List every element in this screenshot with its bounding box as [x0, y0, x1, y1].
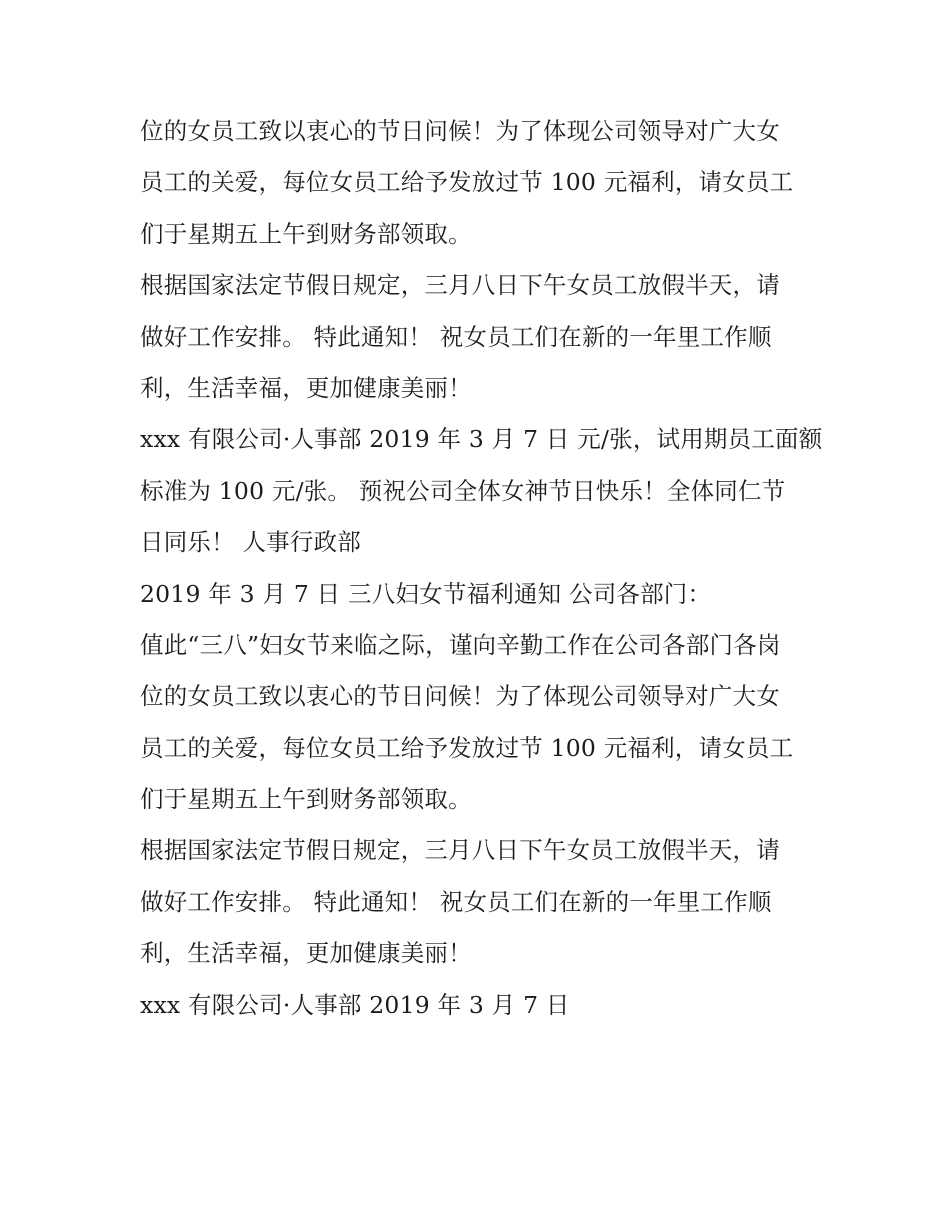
text-line: 位的女员工致以衷心的节日问候！为了体现公司领导对广大女: [140, 682, 780, 711]
text-line: 们于星期五上午到财务部领取。: [140, 219, 472, 248]
text-line: 员工的关爱，每位女员工给予发放过节 100 元福利，请女员工: [140, 733, 794, 762]
text-line: xxx 有限公司·人事部 2019 年 3 月 7 日 元/张，试用期员工面额: [140, 425, 823, 454]
text-line: 日同乐！ 人事行政部: [140, 528, 361, 557]
text-line: 员工的关爱，每位女员工给予发放过节 100 元福利，请女员工: [140, 168, 794, 197]
text-line: 标准为 100 元/张。 预祝公司全体女神节日快乐！全体同仁节: [140, 476, 786, 505]
text-line: 们于星期五上午到财务部领取。: [140, 785, 472, 814]
text-line: 位的女员工致以衷心的节日问候！为了体现公司领导对广大女: [140, 117, 780, 145]
text-line: 值此“三八”妇女节来临之际，谨向辛勤工作在公司各部门各岗: [140, 630, 781, 659]
text-line: 利，生活幸福，更加健康美丽！: [140, 373, 472, 402]
text-line: 根据国家法定节假日规定，三月八日下午女员工放假半天，请: [140, 271, 780, 300]
text-line: 2019 年 3 月 7 日 三八妇女节福利通知 公司各部门：: [140, 579, 712, 608]
document-body: [140, 106, 823, 1031]
text-line: 做好工作安排。 特此通知！ 祝女员工们在新的一年里工作顺: [140, 322, 772, 351]
text-line: 做好工作安排。 特此通知！ 祝女员工们在新的一年里工作顺: [140, 887, 772, 916]
text-line: xxx 有限公司·人事部 2019 年 3 月 7 日: [140, 990, 570, 1019]
text-line: 根据国家法定节假日规定，三月八日下午女员工放假半天，请: [140, 836, 780, 865]
text-line: 利，生活幸福，更加健康美丽！: [140, 939, 472, 968]
